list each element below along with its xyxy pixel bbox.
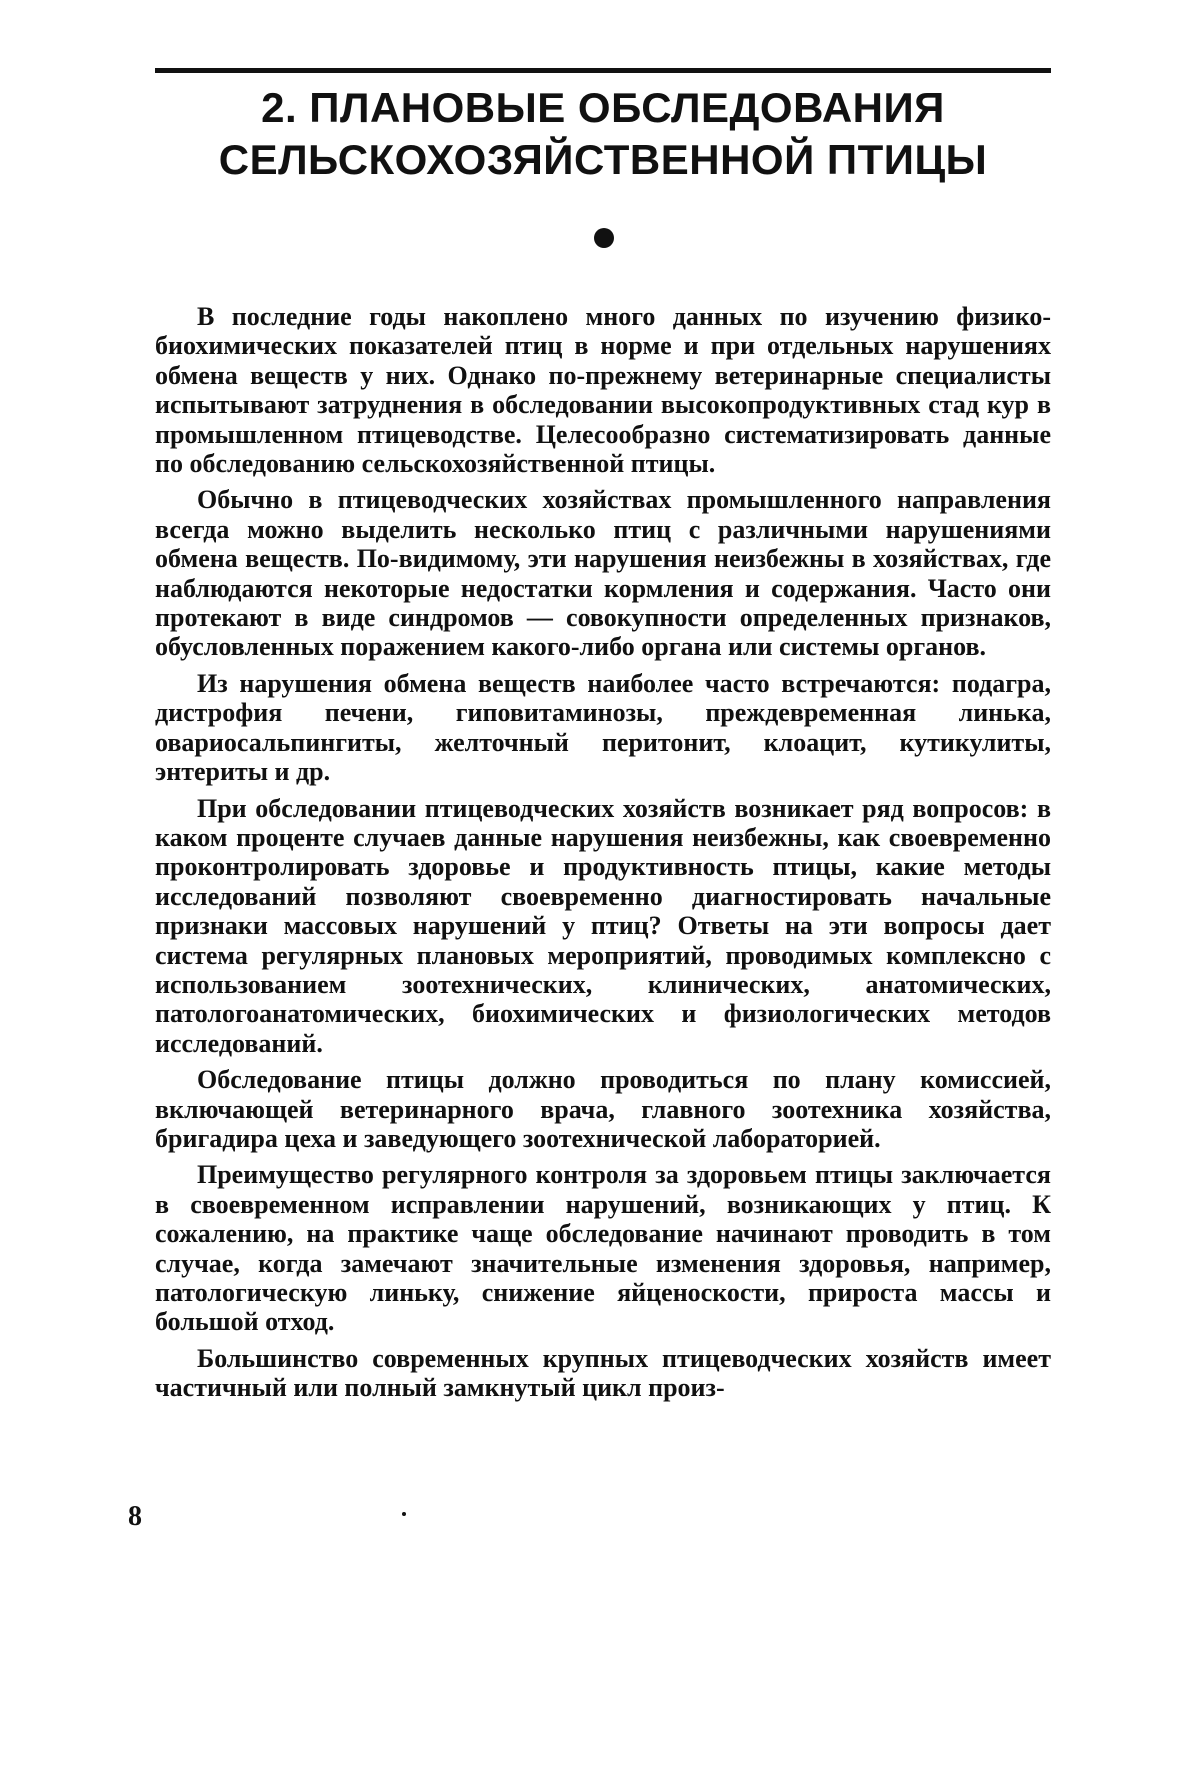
paragraph: В последние годы накоплено много данных по изучению физико-биохимических показателей птиц в норме и при отдельных нарушениях обмена веществ у них. Однако по-прежнему ветеринарные специалисты испытывают затруднения в обследовании высокопродуктивных стад кур в промышленном птицеводстве. Целесообразно систематизировать данные по обследованию сельскохозяйственной птицы. [155,302,1051,479]
paragraph: Из нарушения обмена веществ наиболее часто встречаются: подагра, дистрофия печени, гиповитаминозы, преждевременная линька, овариосальпингиты, желточный перитонит, клоацит, кутикулиты, энтериты и др. [155,668,1051,787]
heading-line-2: СЕЛЬСКОХОЗЯЙСТВЕННОЙ ПТИЦЫ [218,136,988,183]
page-number: 8 [128,1501,142,1532]
paragraph: Обследование птицы должно проводиться по плану комиссией, включающей ветеринарного врача, главного зоотехника хозяйства, бригадира цеха и заведующего зоотехнической лабораторией. [155,1065,1051,1153]
heading-line-1: 2. ПЛАНОВЫЕ ОБСЛЕДОВАНИЯ [261,84,945,131]
print-dot-mark [402,1512,406,1516]
paragraph: Обычно в птицеводческих хозяйствах промышленного направления всегда можно выделить несколько птиц с различными нарушениями обмена веществ. По-видимому, эти нарушения неизбежны в хозяйствах, где наблюдаются некоторые недостатки кормления и содержания. Часто они протекают в виде синдромов — совокупности определенных признаков, обусловленных поражением какого-либо органа или системы органов. [155,485,1051,662]
top-rule [155,68,1051,73]
paragraph: При обследовании птицеводческих хозяйств возникает ряд вопросов: в каком проценте случаев данные нарушения неизбежны, как своевременно проконтролировать здоровье и продуктивность птицы, какие методы исследований позволяют своевременно диагностировать начальные признаки массовых нарушений у птиц? Ответы на эти вопросы дает система регулярных плановых мероприятий, проводимых комплексно с использованием зоотехнических, клинических, анатомических, патологоанатомических, биохимических и физиологических методов исследований. [155,793,1051,1058]
paragraph: Преимущество регулярного контроля за здоровьем птицы заключается в своевременном исправлении нарушений, возникающих у птиц. К сожалению, на практике чаще обследование начинают проводить в том случае, когда замечают значительные изменения здоровья, например, патологическую линьку, снижение яйценоскости, прироста массы и большой отход. [155,1160,1051,1337]
chapter-heading [155,82,1051,186]
body-text [155,302,1051,1410]
paragraph: Большинство современных крупных птицеводческих хозяйств имеет частичный или полный замкнутый цикл произ- [155,1343,1051,1403]
bullet-separator-icon [594,228,614,248]
